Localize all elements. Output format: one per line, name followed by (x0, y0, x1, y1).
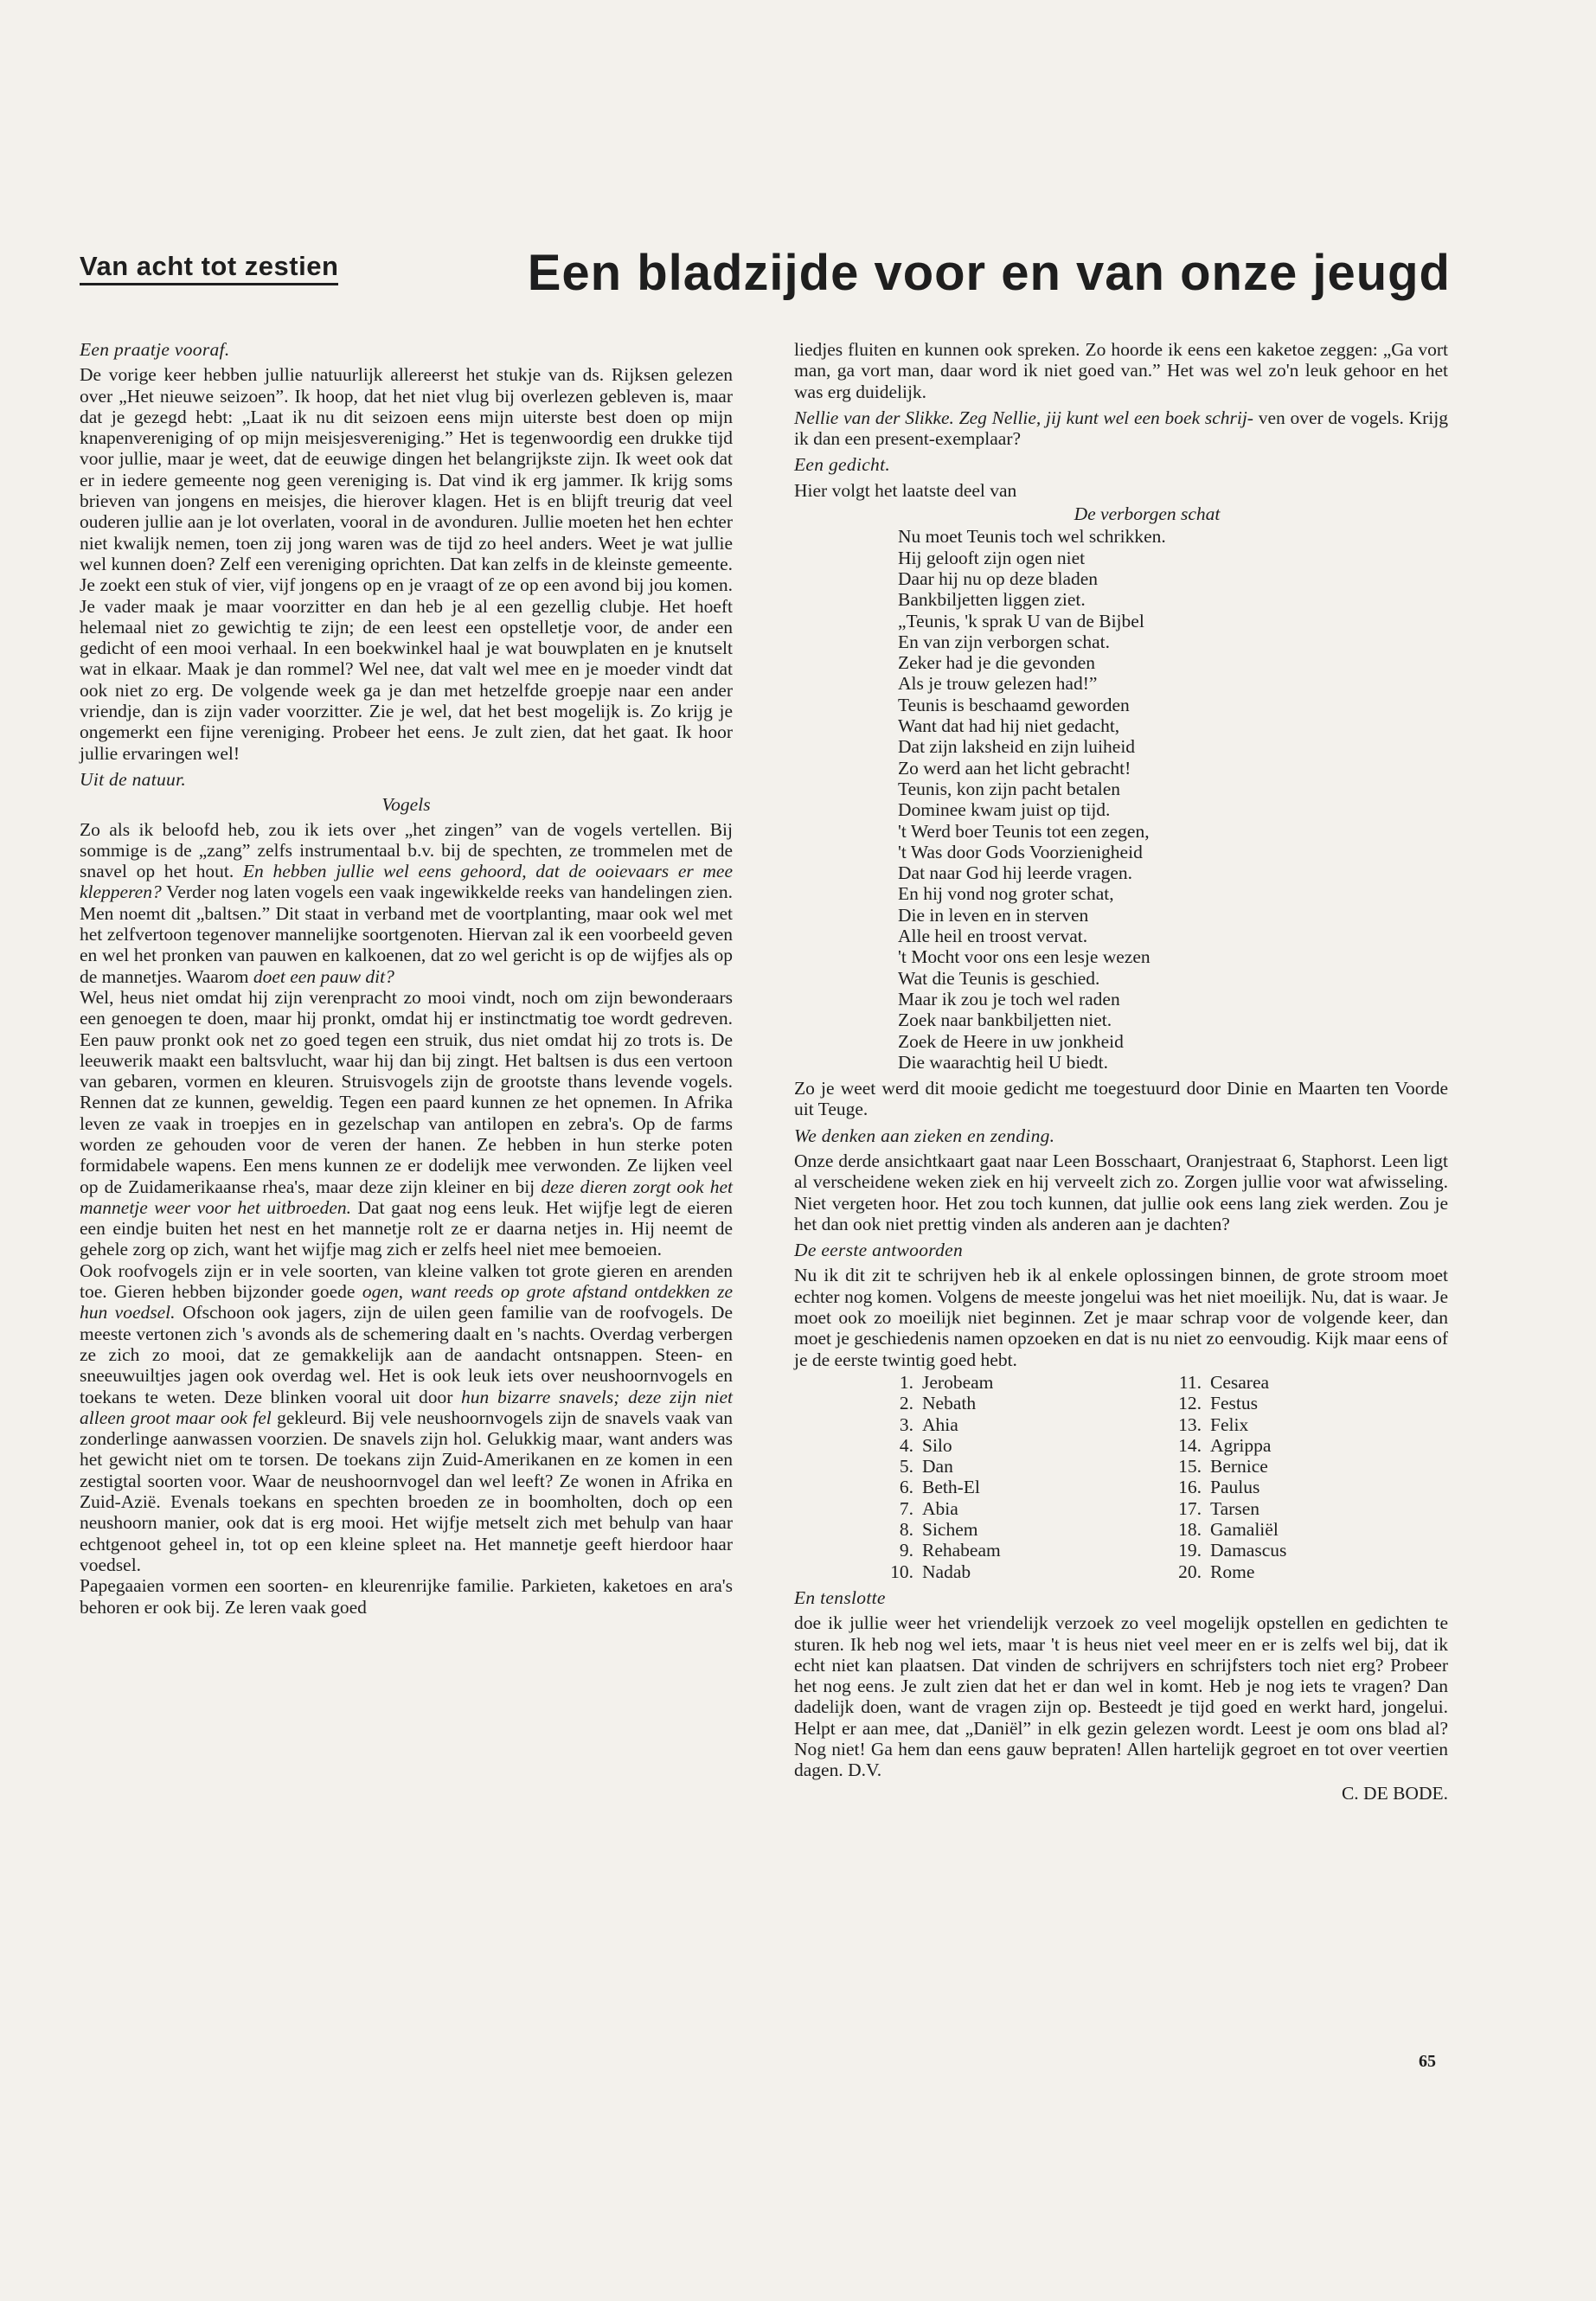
gedicht-heading: Een gedicht. (794, 454, 891, 476)
answer-item (872, 1540, 1160, 1561)
section-kicker: Van acht tot zestien (80, 251, 338, 285)
answer-number: 4. (899, 1434, 913, 1456)
poem-line: En hij vond nog groter schat, (898, 883, 1114, 905)
answer-item (1160, 1414, 1448, 1435)
answer-name: Dan (922, 1456, 953, 1477)
poem-line: „Teunis, 'k sprak U van de Bijbel (898, 610, 1144, 631)
answer-item (1160, 1498, 1448, 1519)
zieken-paragraph: Onze derde ansichtkaart gaat naar Leen Bosschaart, Oranjestraat 6, Staphorst. Leen ligt al verscheidene weken ziek en hij verveelt zich zo. Zorgen jullie voor wat afwisseling. Niet vergeten hoor. Het zou toch kunnen, dat jullie ook eens lang ziek werden. Zou je het dan ook niet prettig vinden als anderen aan je dachten? (794, 1150, 1448, 1234)
poem-line: Daar hij nu op deze bladen (898, 567, 1099, 589)
vogels-p1-italic-b: En hebben jullie wel eens gehoord, dat de ooievaars er mee klepperen? (80, 861, 734, 903)
page-headline: Een bladzijde voor en van onze jeugd (527, 245, 1451, 301)
poem-line: Die waarachtig heil U biedt. (898, 1051, 1108, 1073)
answer-number: 5. (899, 1456, 913, 1477)
answer-number: 6. (899, 1477, 913, 1498)
poem-line: Zoek de Heere in uw jonkheid (898, 1030, 1124, 1052)
poem-line: 't Was door Gods Voorzienigheid (898, 841, 1143, 862)
natuur-heading: Uit de natuur. (80, 768, 187, 790)
poem-line: Zo werd aan het licht gebracht! (898, 757, 1131, 779)
answer-item (872, 1477, 1160, 1497)
slot-paragraph: doe ik jullie weer het vriendelijk verzoek zo veel mogelijk opstellen en gedichten te sturen. Ik heb nog wel iets, maar 't is heus niet veel meer en er is zelfs wel bij, dat ik echt niet kan plaatsen. Dat vinden de schrijvers en schrijfsters toch niet erg? Probeer het nog eens. Je zult zien dat het er dan wel in komt. Heb je nog iets te vragen? Dan dadelijk doen, want de vragen zijn op. Besteedt je tijd goed en werkt hard, jongelui. Helpt er aan mee, dat „Daniël” in elk gezin gelezen wordt. Leest je oom ons blad al? Nog niet! Ga hem dan eens gauw bepraten! Allen hartelijk gegroet en tot over veertien dagen. D.V. (794, 1612, 1448, 1781)
answer-item (1160, 1561, 1448, 1582)
vogels-p3-text-a: Ook roofvogels zijn er in vele soorten, van kleine valken tot grote gieren en arenden toe. Gieren hebben bijzonder goede (80, 1259, 733, 1303)
answer-name: Gamaliël (1210, 1519, 1279, 1541)
poem-line: Bankbiljetten liggen ziet. (898, 589, 1086, 611)
answer-name: Rome (1210, 1561, 1255, 1582)
answer-number: 8. (899, 1519, 913, 1541)
answer-name: Abia (922, 1497, 958, 1519)
vogels-p2-italic-b: deze dieren zorgt ook het mannetje weer voor het uitbroeden. (80, 1176, 733, 1218)
gedicht-intro: Hier volgt het laatste deel van (794, 479, 1017, 501)
vogels-paragraph-4: Papegaaien vormen een soorten- en kleurenrijke familie. Parkieten, kaketoes en ara's behoren er ook bij. Ze leren vaak goed (80, 1575, 733, 1618)
vogels-p1-text-c: Verder nog laten vogels een vaak ingewikkelde reeks van handelingen zien. Men noemt dit „baltsen.” Dit staat in verband met de voortplanting, maar ook wel met het zelfvertoon tegenover mannelijke soortgenoten. Hiervan zal ik een voorbeeld geven en wel het pronken van pauwen en kalkoenen, dat zo wel gericht is op de wijfjes als op de mannetjes. Waarom (80, 881, 733, 987)
answer-item (1160, 1456, 1448, 1477)
answer-name: Cesarea (1210, 1371, 1270, 1393)
answer-number: 10. (890, 1561, 913, 1582)
answer-item (1160, 1540, 1448, 1561)
answer-name: Rehabeam (922, 1540, 1001, 1561)
answer-item (872, 1372, 1160, 1393)
poem-title: De verborgen schat (1074, 503, 1221, 525)
vogels-paragraph-3 (80, 1260, 733, 1575)
answer-number: 1. (899, 1371, 913, 1393)
answer-name: Agrippa (1210, 1434, 1272, 1456)
answer-item (872, 1498, 1160, 1519)
answer-number: 17. (1178, 1497, 1202, 1519)
vogels-p3-text-c: Ofschoon ook jagers, zijn de uilen geen familie van de roofvogels. De meeste vertonen zich 's avonds als de schemering daalt en 's nachts. Overdag verbergen ze zich zo mooi, dat ze gemakkelijk aan de aandacht ontsnappen. Steen- en sneeuwuiltjes jagen ook overdag wel. Het is ook leuk iets over neushoornvogels en toekans te weten. Deze blinken vooral uit door (80, 1302, 733, 1407)
poem-line: 't Werd boer Teunis tot een zegen, (898, 820, 1150, 842)
poem-line: Dat zijn laksheid en zijn luiheid (898, 736, 1136, 758)
answers-column-left (872, 1372, 1160, 1582)
praatje-heading: Een praatje vooraf. (80, 339, 230, 360)
zieken-heading: We denken aan zieken en zending. (794, 1125, 1055, 1146)
answers-column-right (1160, 1372, 1448, 1582)
page-number: 65 (1419, 2052, 1436, 2071)
answer-name: Tarsen (1210, 1497, 1259, 1519)
answer-name: Sichem (922, 1519, 978, 1541)
nellie-line-1: Nellie van der Slikke. Zeg Nellie, jij kunt wel een boek schrij- (794, 407, 1253, 428)
answer-number: 9. (899, 1540, 913, 1561)
poem-line: Teunis is beschaamd geworden (898, 694, 1130, 715)
answer-item (872, 1456, 1160, 1477)
answer-name: Ahia (922, 1413, 958, 1435)
poem-line: Wat die Teunis is geschied. (898, 967, 1100, 989)
answer-item (872, 1561, 1160, 1582)
answer-name: Bernice (1210, 1456, 1268, 1477)
answer-item (872, 1435, 1160, 1456)
answer-item (1160, 1519, 1448, 1540)
answer-name: Paulus (1210, 1477, 1260, 1498)
vogels-p1-italic-d: doet een pauw dit? (253, 965, 394, 987)
vogels-p3-text-e: gekleurd. Bij vele neushoornvogels zijn de snavels vaak van zonderlinge aanwassen voorzien. De snavels zijn hol. Gelukkig maar, want anders was het gewicht niet om te torsen. De toekans zijn Zuid-Amerikanen en ze komen in een zestigtal soorten voor. Waar de neushoornvogel dan wel leeft? Ze wonen in Afrika en Zuid-Azië. Evenals toekans en spechten broeden ze in boomholten, doch op een neushoorn manier, ook dat is erg mooi. Het wijfje metselt zich met behulp van haar echtgenoot geheel in, tot op een kleine spleet na. Het mannetje geeft hierdoor haar voedsel. (80, 1407, 733, 1575)
answer-item (1160, 1372, 1448, 1393)
answer-item (872, 1414, 1160, 1435)
page-header (80, 244, 1451, 313)
poem-line: Dat naar God hij leerde vragen. (898, 862, 1133, 884)
answer-item (872, 1519, 1160, 1540)
nellie-note (794, 407, 1448, 450)
vogels-paragraph-1 (80, 819, 733, 987)
vogels-continued-paragraph: liedjes fluiten en kunnen ook spreken. Zo hoorde ik eens een kaketoe zeggen: „Ga vort man, ga vort man, daar word ik niet goed van.” Het was wel zo'n leuk gehoor en het was erg duidelijk. (794, 339, 1448, 402)
vogels-p1-text-a: Zo als ik beloofd heb, zou ik iets over „het zingen” van de vogels vertellen. Bij sommige is de „zang” zelfs instrumentaal b.v. bij de spechten, ze trommelen met de snavel op het hout. (80, 818, 733, 882)
poem-line: En van zijn verborgen schat. (898, 631, 1110, 652)
nellie-line-2: ven over de vogels. Krijg ik dan een present-exemplaar? (794, 407, 1448, 450)
vogels-p2-text-a: Wel, heus niet omdat hij zijn verenpracht zo mooi vindt, noch om zijn bewonderaars een genoegen te doen, maar hij pronkt, omdat hij er instinctmatig toe wordt gedreven. Een pauw pronkt ook net zo goed tegen een struik, dus niet omdat hij zo trots is. De leeuwerik maakt een baltsvlucht, waar hij dan bij zingt. Het baltsen is dus een vertoon van gebaren, vormen en kleuren. Struisvogels zijn de grootste thans levende vogels. Rennen dat ze kunnen, geweldig. Tegen een paard kunnen ze het opnemen. In Afrika leven ze vaak in troepjes en in gezelschap van antilopen en zebra's. Op de farms worden ze gehouden voor de veren der hanen. Ze hebben in hun sterke poten formidabele wapens. Een mens kunnen ze er dodelijk mee verwonden. Ze lijken veel op de Zuidamerikaanse rhea's, maar deze zijn kleiner en bij (80, 986, 733, 1197)
poem-line: Hij gelooft zijn ogen niet (898, 547, 1086, 568)
slot-heading: En tenslotte (794, 1586, 886, 1608)
poem-line: Alle heil en troost vervat. (898, 926, 1088, 947)
poem-line: Dominee kwam juist op tijd. (898, 799, 1111, 821)
answer-item (1160, 1477, 1448, 1497)
vogels-p3-italic-b: ogen, want reeds op grote afstand ontdekken ze hun voedsel. (80, 1281, 734, 1324)
answer-number: 13. (1178, 1413, 1202, 1435)
answer-name: Jerobeam (922, 1371, 994, 1393)
poem-line: Teunis, kon zijn pacht betalen (898, 778, 1121, 799)
answer-number: 12. (1178, 1393, 1202, 1414)
answer-name: Festus (1210, 1393, 1258, 1414)
answers-list (872, 1372, 1448, 1582)
poem (898, 526, 1448, 1073)
answer-number: 11. (1178, 1371, 1202, 1393)
poem-line: Want dat had hij niet gedacht, (898, 715, 1120, 737)
answer-item (1160, 1393, 1448, 1413)
vogels-p2-text-c: Dat gaat nog eens leuk. Het wijfje legt de eieren een eindje buiten het nest en het mannetje rolt ze er daarna netjes in. Hij neemt de gehele zorg op zich, want het wijfje mag zich er zelfs heel niet mee bemoeien. (80, 1196, 733, 1260)
poem-outro: Zo je weet werd dit mooie gedicht me toegestuurd door Dinie en Maarten ten Voorde uit Teuge. (794, 1078, 1448, 1120)
antwoorden-paragraph: Nu ik dit zit te schrijven heb ik al enkele oplossingen binnen, de grote stroom moet echter nog komen. Volgens de meeste jongelui was het niet moeilijk. Nu, dat is waar. Je moet ook zo moeilijk niet beginnen. Zet je maar schrap voor de volgende keer, dan moet je geschiedenis namen opzoeken en dat is nu niet zo eenvoudig. Kijk maar eens of je de eerste twintig goed hebt. (794, 1265, 1448, 1370)
answer-number: 15. (1178, 1456, 1202, 1477)
answer-number: 3. (899, 1413, 913, 1435)
answer-number: 19. (1178, 1540, 1202, 1561)
answer-name: Felix (1210, 1413, 1249, 1435)
left-column (80, 339, 733, 1618)
poem-line: Zeker had je die gevonden (898, 652, 1096, 674)
right-column (794, 339, 1448, 1804)
answer-item (872, 1393, 1160, 1413)
answer-number: 20. (1178, 1561, 1202, 1582)
poem-line: Zoek naar bankbiljetten niet. (898, 1009, 1112, 1031)
answer-number: 14. (1178, 1434, 1202, 1456)
poem-line: Nu moet Teunis toch wel schrikken. (898, 526, 1166, 548)
answer-number: 7. (899, 1497, 913, 1519)
answer-name: Nadab (922, 1561, 971, 1582)
answer-number: 18. (1178, 1519, 1202, 1541)
praatje-paragraph: De vorige keer hebben jullie natuurlijk allereerst het stukje van ds. Rijksen gelezen over „Het nieuwe seizoen”. Ik hoop, dat het niet vlug bij overlezen gebleven is, maar dat je gezegd hebt: „Laat ik nu dit seizoen eens mijn uiterste best doen op mijn knapenvereniging of op mijn meisjesvereniging.” Het is tegenwoordig een drukke tijd voor jullie, maar je weet, dat de eeuwige dingen het belangrijkste zijn. Ik weet ook dat er in iedere gemeente nog geen vereniging is. Dat vind ik erg jammer. Ik krijg soms brieven van jongens en meisjes, die hierover klagen. Het is en blijft treurig dat veel ouderen jullie aan je lot overlaten, vooral in de avonduren. Jullie moeten het hen echter niet kwalijk nemen, toen zij jong waren was de tijd zo heel anders. Weet je wat jullie wel kunnen doen? Zelf een vereniging oprichten. Dat kan zelfs in de kleinste gemeente. Je zoekt een stuk of vier, vijf jongens op en je vraagt of ze op een avond bij jou komen. Je vader maak je maar voorzitter en dan heb je al een gezellig clubje. Het hoeft helemaal niet zo gewichtig te zijn; de een leest een opstelletje voor, de ander een gedicht of een mooi verhaal. In een boekwinkel haal je wat bouwplaten en je knutselt wat in elkaar. Maak je dan rommel? Wel nee, dat valt wel mee en je moeder vindt dat ook niet zo erg. De volgende week ga je dan met hetzelfde groepje naar een ander vriendje, dan is zijn vader voorzitter. Zie je wel, dat het best mogelijk is. Zo krijg je ongemerkt een fijne vereniging. Probeer het eens. Je zult zien, dat het gaat. Ik hoor jullie ervaringen wel! (80, 364, 733, 764)
answer-name: Beth-El (922, 1477, 980, 1498)
vogels-paragraph-2 (80, 987, 733, 1260)
answer-number: 16. (1178, 1477, 1202, 1498)
answer-number: 2. (899, 1393, 913, 1414)
vogels-p3-italic-d: hun bizarre snavels; deze zijn niet alleen groot maar ook fel (80, 1386, 733, 1428)
antwoorden-heading: De eerste antwoorden (794, 1240, 964, 1261)
poem-line: Die in leven en in sterven (898, 904, 1089, 926)
answer-name: Damascus (1210, 1540, 1287, 1561)
vogels-title: Vogels (381, 794, 431, 816)
signature: C. DE BODE. (1341, 1782, 1448, 1804)
poem-line: 't Mocht voor ons een lesje wezen (898, 946, 1151, 968)
answer-name: Nebath (922, 1393, 977, 1414)
poem-line: Als je trouw gelezen had!” (898, 673, 1098, 695)
answer-item (1160, 1435, 1448, 1456)
poem-line: Maar ik zou je toch wel raden (898, 988, 1120, 1009)
answer-name: Silo (922, 1434, 952, 1456)
